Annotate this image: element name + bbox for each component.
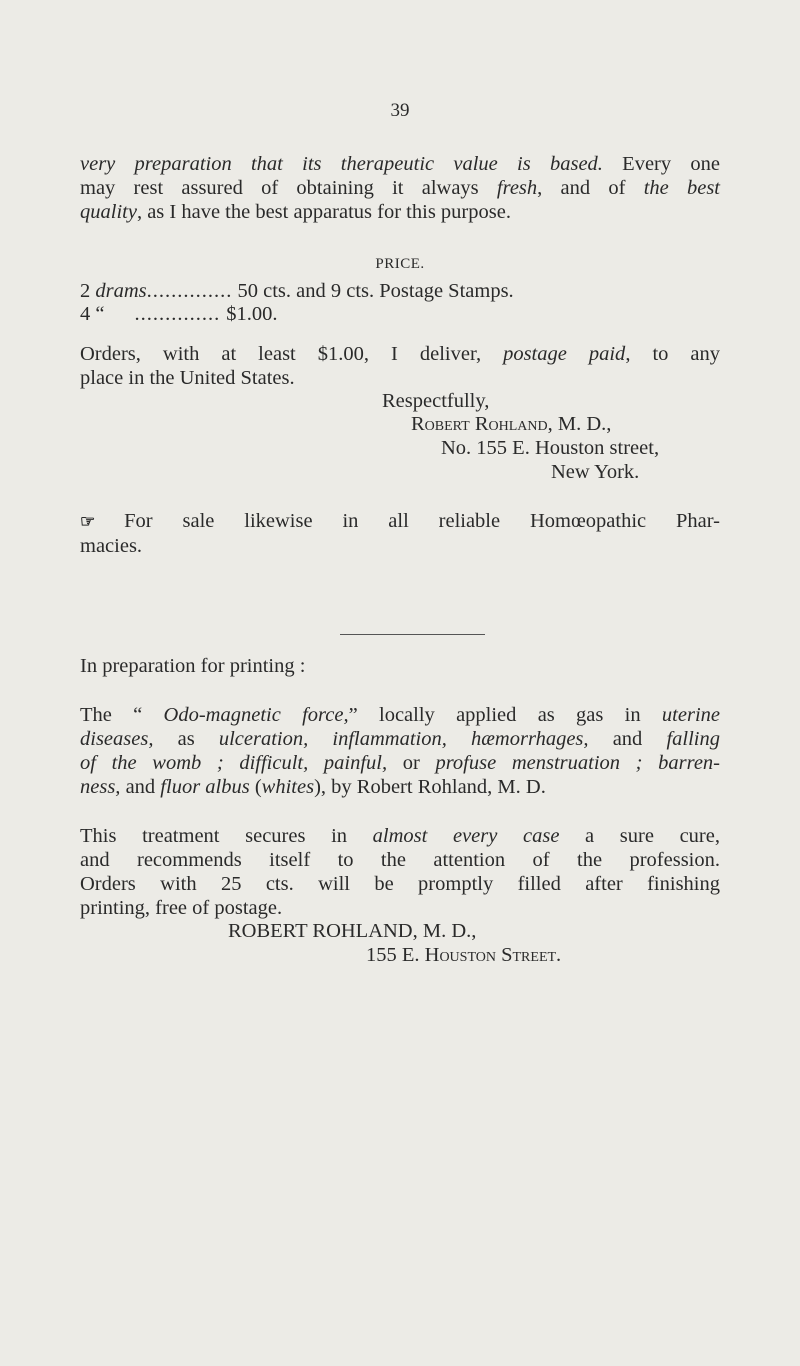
intro-text-2b: , and of [537,177,644,199]
treatment-italic: almost every case [372,825,560,847]
orders-line-2: place in the United States. [80,367,295,389]
treatment-line-4: printing, free of postage. [80,897,283,919]
intro-italic-1: very preparation that its therapeutic value is based. [80,153,603,175]
treatment-paragraph [80,824,720,920]
page-number: 39 [390,100,410,121]
prep-text-2b: and [588,728,667,750]
price-row-1 [80,280,514,303]
signature-city: New York. [551,461,640,483]
preparation-heading: In preparation for printing : [80,655,306,677]
signature-address: No. 155 E. Houston street, [441,437,660,459]
prep-text-1b: ” locally applied as gas in [348,704,662,726]
price-row-1-dots: .............. [146,280,233,302]
prep-italic-conditions: ulceration, inflammation, hæmorrhages, [218,728,589,750]
section-divider [340,634,485,635]
intro-italic-fresh: fresh [496,177,538,199]
pointing-hand-icon: ☞ [80,512,95,531]
intro-text-1: Every one [602,153,720,175]
prep-line-2 [80,727,720,751]
price-row-2-price: $1.00. [226,303,278,325]
signature2-address: 155 E. Houston Street. [366,944,562,966]
intro-italic-best: the best [643,177,720,199]
signature-closing: Respectfully, [382,390,490,412]
intro-text-3: , as I have the best apparatus for this purpose. [136,201,511,223]
treatment-text-1b: a sure cure, [559,825,720,847]
intro-italic-quality: quality [80,201,137,223]
price-row-1-unit: drams [95,280,147,302]
orders-paragraph [80,342,720,390]
intro-paragraph [80,152,720,224]
intro-line-1 [80,152,720,176]
prep-line-1 [80,703,720,727]
sale-text-1: For sale likewise in all reliable Homœopathic Phar- [124,510,721,532]
price-row-2-qty: 4 “ [80,303,105,325]
price-row-1-price: 50 cts. and 9 cts. Postage Stamps. [232,280,514,302]
treatment-line-2: and recommends itself to the attention of the profession. [80,849,720,871]
prep-italic-uterine: uterine [661,704,720,726]
prep-text-4c: ), by Robert Rohland, M. D. [314,776,546,798]
preparation-paragraph [80,703,720,799]
intro-line-2 [80,176,720,200]
prep-text-3a: or [387,752,436,774]
prep-text-1a: The “ [80,704,164,726]
signature2-name: ROBERT ROHLAND, M. D., [228,920,477,942]
prep-italic-falling: falling [666,728,720,750]
price-row-2-dots: .............. [134,303,221,325]
sale-paragraph [80,509,720,558]
signature-name: Robert Rohland, M. D., [411,413,612,435]
prep-italic-force: Odo-magnetic force, [163,704,349,726]
orders-italic-postage: postage paid [503,343,626,365]
prep-italic-whites: whites [261,776,315,798]
treatment-line-3: Orders with 25 cts. will be promptly filled after finishing [80,873,720,895]
price-row-2 [80,303,277,326]
prep-line-4 [80,775,720,799]
price-heading: PRICE. [375,256,425,272]
prep-italic-fluor: fluor albus [160,776,250,798]
treatment-text-1a: This treatment secures in [80,825,373,847]
prep-italic-diseases: diseases, [80,728,154,750]
sale-line-2: macies. [80,535,143,557]
price-row-1-qty: 2 [80,280,96,302]
sale-line-1 [80,509,720,534]
prep-text-2a: as [153,728,219,750]
prep-italic-profuse: profuse menstruation ; barren- [435,752,720,774]
orders-text-1a: Orders, with at least $1.00, I deliver, [80,343,504,365]
treatment-line-1 [80,824,720,848]
orders-text-1b: , to any [625,343,721,365]
prep-italic-womb: of the womb ; difficult, painful, [80,752,388,774]
prep-line-3 [80,751,720,775]
prep-italic-ness: ness, [80,776,121,798]
prep-text-4b: ( [249,776,262,798]
prep-text-4a: and [120,776,161,798]
orders-line-1 [80,342,720,366]
intro-line-3 [80,200,720,224]
intro-text-2a: may rest assured of obtaining it always [80,177,497,199]
